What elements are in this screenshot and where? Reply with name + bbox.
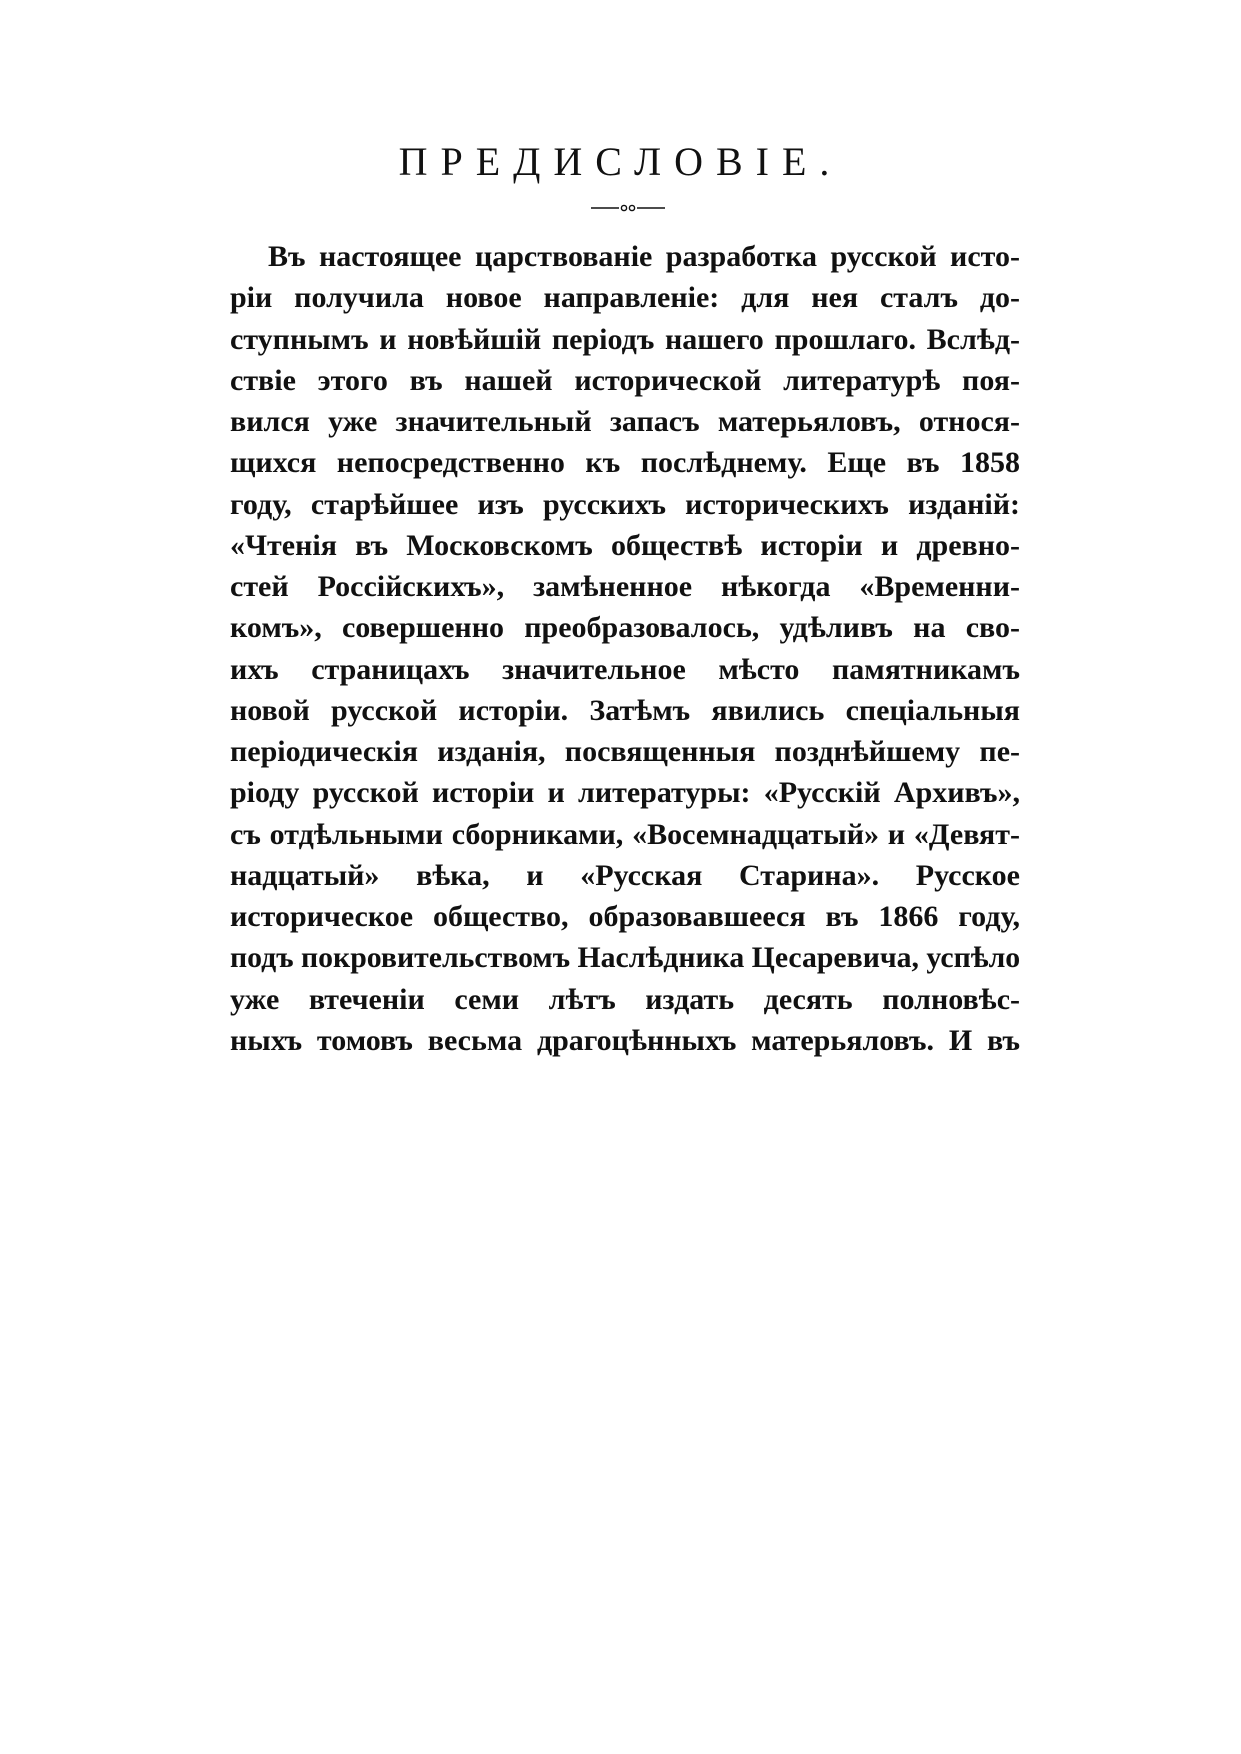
text-line: вился уже значительный запасъ матерьяловъ, относя- <box>230 405 1020 438</box>
text-line: надцатый» вѣка, и «Русская Старина». Русское <box>230 858 1020 892</box>
title-divider-ornament <box>591 202 665 214</box>
preface-paragraph <box>230 236 1020 1061</box>
text-line: уже втеченіи семи лѣтъ издать десять полновѣс- <box>230 982 1020 1016</box>
page-title: ПРЕДИСЛОВІЕ. <box>398 139 843 184</box>
text-line: «Чтенія въ Московскомъ обществѣ исторіи и древно- <box>230 528 1020 562</box>
text-line: Въ настоящее царствованіе разработка русской исто- <box>268 240 1020 273</box>
text-line: году, старѣйшее изъ русскихъ историческихъ изданій: <box>230 487 1020 521</box>
text-line: ныхъ томовъ весьма драгоцѣнныхъ матерьяловъ. И въ <box>230 1023 1020 1057</box>
text-line: ихъ страницахъ значительное мѣсто памятникамъ <box>230 652 1020 686</box>
text-line: комъ», совершенно преобразовалось, удѣливъ на сво- <box>230 611 1020 645</box>
text-line: съ отдѣльными сборниками, «Восемнадцатый» и «Девят- <box>230 817 1020 851</box>
text-line: ступнымъ и новѣйшій періодъ нашего прошлаго. Вслѣд- <box>230 322 1020 356</box>
text-line: періодическія изданія, посвященныя позднѣйшему пе- <box>230 735 1020 768</box>
text-line: щихся непосредственно къ послѣднему. Еще въ 1858 <box>230 446 1020 480</box>
text-line: историческое общество, образовавшееся въ 1866 году, <box>230 900 1020 933</box>
text-line: новой русской исторіи. Затѣмъ явились спеціальныя <box>230 693 1020 727</box>
text-line: стей Россійскихъ», замѣненное нѣкогда «Временни- <box>230 570 1020 603</box>
text-line: ріоду русской исторіи и литературы: «Русскій Архивъ», <box>230 776 1020 810</box>
text-line: подъ покровительствомъ Наслѣдника Цесаревича, успѣло <box>230 941 1021 975</box>
text-line: ріи получила новое направленіе: для нея сталъ до- <box>230 281 1020 315</box>
text-line: ствіе этого въ нашей исторической литературѣ поя- <box>230 363 1020 397</box>
